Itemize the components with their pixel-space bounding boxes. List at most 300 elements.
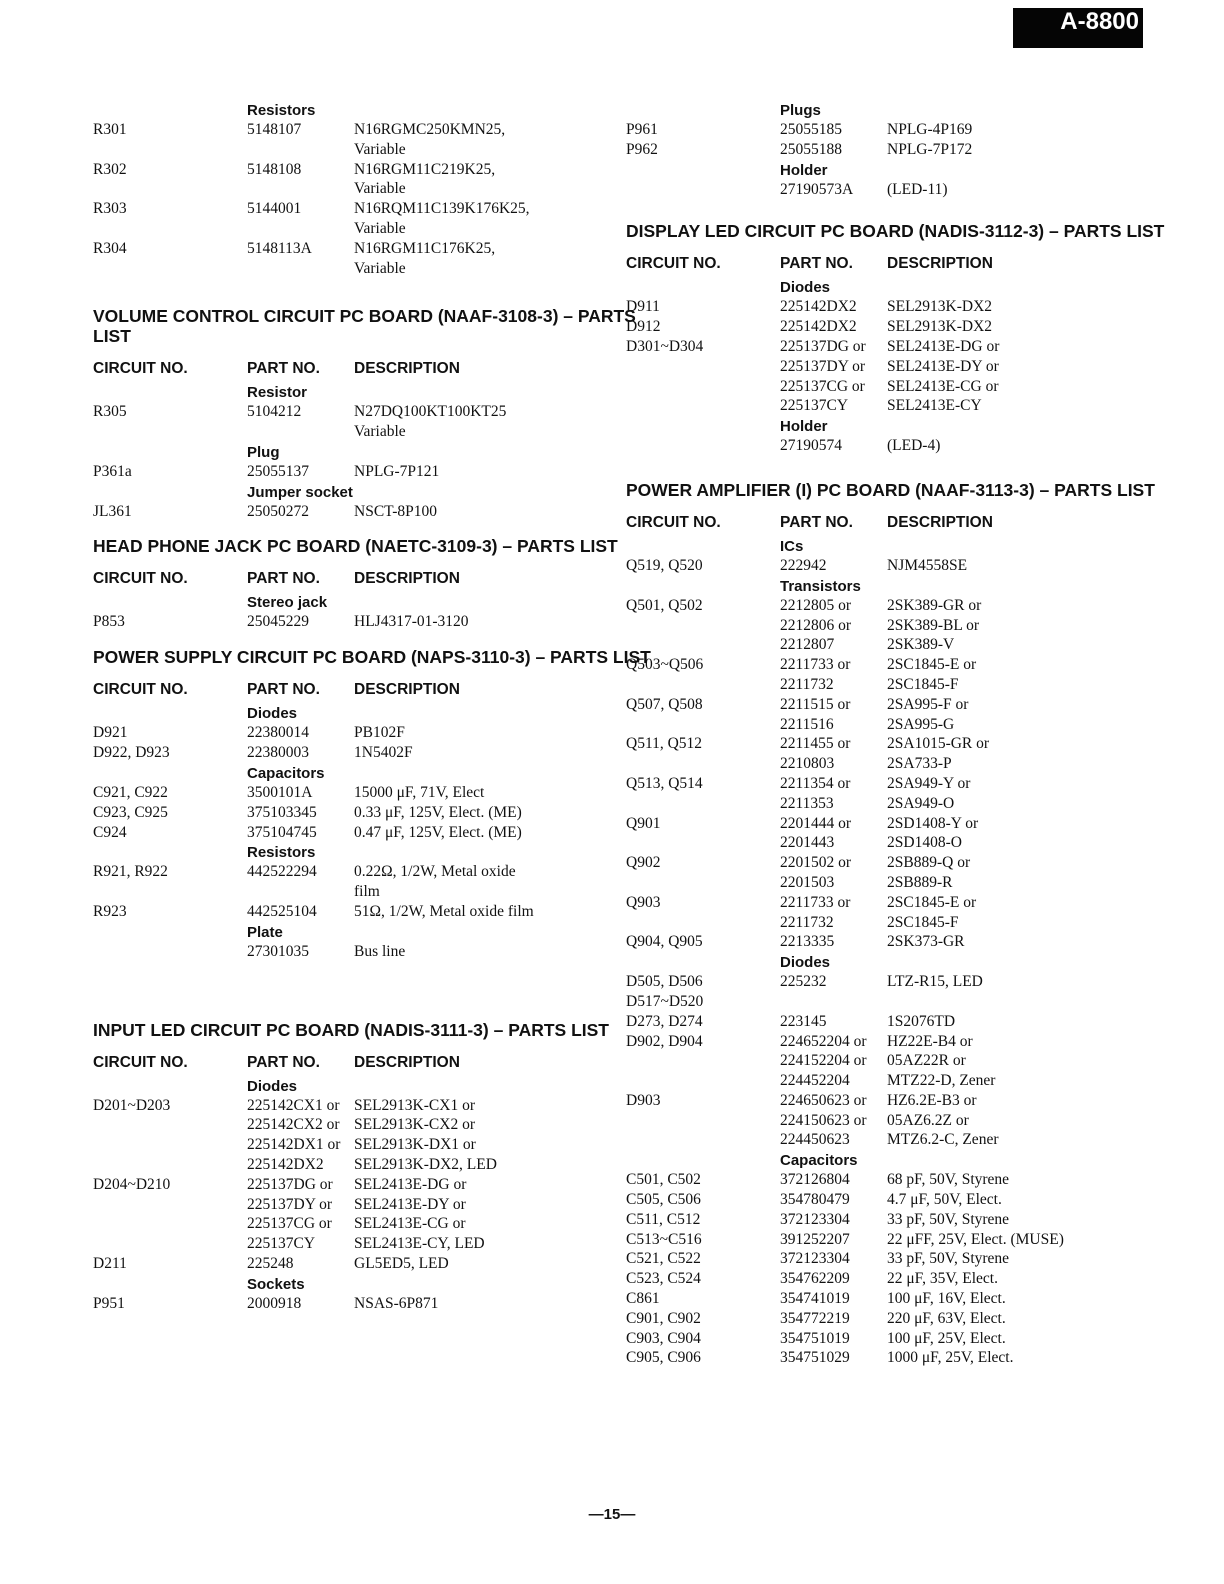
circuit-no: Q503~Q506: [626, 656, 704, 674]
part-no: 2213335: [780, 933, 835, 951]
description: GL5ED5, LED: [354, 1254, 449, 1272]
parts-row: [626, 396, 1186, 416]
parts-row: [626, 893, 1186, 913]
circuit-no: R304: [93, 239, 127, 257]
header-part-no: PART NO.: [247, 569, 320, 587]
circuit-no: [626, 1111, 780, 1131]
circuit-no: [626, 1051, 780, 1071]
part-no: 2212807: [780, 636, 835, 654]
parts-row: [93, 862, 653, 882]
part-no: 225142DX1 or: [247, 1136, 341, 1154]
parts-section: [93, 536, 653, 632]
part-no: 2211732: [780, 913, 834, 931]
group-label: ICs: [780, 537, 804, 555]
description: SEL2413E-CY: [887, 397, 982, 415]
parts-row: [626, 1130, 1186, 1150]
circuit-no: C505, C506: [626, 1191, 701, 1209]
parts-row: [626, 774, 1186, 794]
circuit-no: [626, 616, 780, 636]
parts-section: [626, 221, 1186, 456]
part-no: 225248: [247, 1254, 294, 1272]
parts-row: [93, 1115, 653, 1135]
description: SEL2413E-CG or: [887, 377, 999, 395]
part-no: 225137CY: [780, 397, 849, 415]
description: 05AZ22R or: [887, 1052, 966, 1070]
header-circuit-no: CIRCUIT NO.: [626, 513, 721, 531]
parts-row: [626, 616, 1186, 636]
circuit-no: D517~D520: [626, 992, 704, 1010]
parts-row: [93, 1214, 653, 1234]
description: SEL2413E-CG or: [354, 1215, 466, 1233]
description: 2SA949-O: [887, 794, 955, 812]
circuit-no: D902, D904: [626, 1032, 703, 1050]
circuit-no: D921: [93, 724, 128, 742]
circuit-no: [93, 140, 247, 160]
description: LTZ-R15, LED: [887, 973, 983, 991]
header-circuit-no: CIRCUIT NO.: [93, 360, 188, 378]
part-no: 354780479: [780, 1191, 850, 1209]
parts-row: [626, 932, 1186, 952]
part-no: 223145: [780, 1012, 827, 1030]
description: N16RQM11C139K176K25,: [354, 200, 530, 218]
circuit-no: [93, 1214, 247, 1234]
parts-row: [626, 655, 1186, 675]
parts-row: [626, 913, 1186, 933]
circuit-no: P853: [93, 612, 125, 630]
description: NSCT-8P100: [354, 502, 437, 520]
parts-row: [626, 1210, 1186, 1230]
parts-row: [93, 462, 653, 482]
part-no: 2211733 or: [780, 893, 851, 911]
parts-row: [93, 402, 653, 422]
part-no: 5104212: [247, 403, 302, 421]
description: 22 μFF, 25V, Elect. (MUSE): [887, 1230, 1064, 1248]
parts-row: [93, 199, 653, 219]
header-circuit-no: CIRCUIT NO.: [93, 569, 188, 587]
description: Variable: [354, 423, 406, 441]
section-title: INPUT LED CIRCUIT PC BOARD (NADIS-3111-3) – PARTS LIST: [93, 1019, 609, 1040]
description: film: [354, 883, 380, 901]
circuit-no: [626, 180, 780, 200]
group-label: Plate: [247, 923, 283, 941]
part-no: 225142DX2: [780, 298, 857, 316]
description: Variable: [354, 180, 406, 198]
circuit-no: C924: [93, 823, 127, 841]
parts-row: [626, 734, 1186, 754]
circuit-no: R303: [93, 200, 127, 218]
column-headers: [93, 681, 653, 699]
parts-row: [93, 803, 653, 823]
page-number: —15—: [588, 1506, 636, 1523]
group-label: Resistors: [247, 102, 316, 119]
description: 2SA1015-GR or: [887, 735, 990, 753]
circuit-no: [626, 794, 780, 814]
part-no: 354762209: [780, 1270, 850, 1288]
part-no: 25055137: [247, 462, 309, 480]
parts-row: [626, 1269, 1186, 1289]
parts-row: [93, 882, 653, 902]
parts-row: [626, 1032, 1186, 1052]
parts-section: [93, 1020, 653, 1314]
part-no: 2211515 or: [780, 695, 851, 713]
column-headers: [93, 360, 653, 378]
description: 100 μF, 16V, Elect.: [887, 1290, 1006, 1308]
part-no: 2211455 or: [780, 735, 851, 753]
part-no: 2212805 or: [780, 596, 852, 614]
circuit-no: [93, 942, 247, 962]
description: 2SK389-GR or: [887, 596, 982, 614]
circuit-no: C905, C906: [626, 1349, 701, 1367]
description: N16RGM11C219K25,: [354, 160, 496, 178]
description: Bus line: [354, 942, 406, 960]
description: 2SB889-R: [887, 873, 953, 891]
part-no: 5148113A: [247, 239, 312, 257]
circuit-no: D922, D923: [93, 744, 170, 762]
left-column: [93, 100, 653, 1314]
part-no: 225142CX2 or: [247, 1116, 340, 1134]
circuit-no: [626, 754, 780, 774]
group-label: Resistor: [247, 384, 308, 402]
circuit-no: D301~D304: [626, 337, 704, 355]
description: 100 μF, 25V, Elect.: [887, 1329, 1006, 1347]
parts-row: [626, 1348, 1186, 1368]
parts-row: [626, 317, 1186, 337]
group-label: Jumper socket: [247, 483, 353, 501]
parts-row: [626, 992, 1186, 1012]
parts-row: [626, 873, 1186, 893]
circuit-no: D911: [626, 298, 660, 316]
description: 2SA995-G: [887, 715, 955, 733]
section-title: VOLUME CONTROL CIRCUIT PC BOARD (NAAF-3108-3) – PARTS LIST: [93, 306, 636, 347]
part-no: 22380003: [247, 744, 309, 762]
circuit-no: [626, 635, 780, 655]
circuit-no: C501, C502: [626, 1171, 701, 1189]
part-no: 225137CY: [247, 1235, 316, 1253]
description: 2SC1845-E or: [887, 893, 977, 911]
parts-row: [93, 219, 653, 239]
group-label: Diodes: [247, 1077, 298, 1095]
group-label: Transistors: [780, 577, 861, 595]
description: SEL2913K-DX2: [887, 318, 993, 336]
parts-row: [93, 140, 653, 160]
group-label: Plug: [247, 443, 280, 461]
parts-row: [626, 1170, 1186, 1190]
description: 2SK373-GR: [887, 933, 965, 951]
group-label: Diodes: [780, 954, 831, 972]
description: 2SA995-F or: [887, 695, 969, 713]
parts-row: [626, 853, 1186, 873]
header-part-no: PART NO.: [780, 255, 853, 273]
part-no: 225137DG or: [780, 337, 866, 355]
circuit-no: R301: [93, 121, 127, 138]
parts-row: [626, 377, 1186, 397]
part-no: [247, 259, 354, 279]
description: 2SC1845-F: [887, 675, 959, 693]
right-column: [626, 100, 1186, 1368]
part-no: 372126804: [780, 1171, 850, 1189]
circuit-no: [626, 833, 780, 853]
circuit-no: [626, 377, 780, 397]
part-no: [247, 422, 354, 442]
parts-section: [626, 102, 1186, 199]
description: N27DQ100KT100KT25: [354, 403, 507, 421]
header-description: DESCRIPTION: [354, 1053, 460, 1071]
header-description: DESCRIPTION: [887, 513, 993, 531]
part-no: 27301035: [247, 942, 309, 960]
circuit-no: D273, D274: [626, 1012, 703, 1030]
group-label: Sockets: [247, 1275, 305, 1293]
circuit-no: D505, D506: [626, 973, 703, 991]
part-no: 225142DX2: [780, 318, 857, 336]
circuit-no: P951: [93, 1294, 125, 1312]
part-no: 442522294: [247, 863, 317, 881]
circuit-no: [626, 873, 780, 893]
part-no: 354772219: [780, 1309, 850, 1327]
part-no: 25045229: [247, 612, 309, 630]
circuit-no: C513~C516: [626, 1230, 702, 1248]
parts-row: [93, 1155, 653, 1175]
part-no: [247, 179, 354, 199]
parts-row: [93, 259, 653, 279]
parts-row: [93, 120, 653, 140]
parts-row: [626, 833, 1186, 853]
parts-section: [93, 102, 653, 278]
parts-row: [93, 1135, 653, 1155]
circuit-no: D204~D210: [93, 1175, 171, 1193]
circuit-no: Q519, Q520: [626, 556, 703, 574]
description: N16RGM11C176K25,: [354, 239, 496, 257]
part-no: 224152204 or: [780, 1052, 867, 1070]
circuit-no: R923: [93, 902, 127, 920]
parts-row: [93, 902, 653, 922]
description: SEL2413E-DG or: [887, 337, 1000, 355]
description: NPLG-4P169: [887, 121, 973, 138]
circuit-no: D912: [626, 318, 661, 336]
circuit-no: R305: [93, 403, 127, 421]
parts-row: [626, 1289, 1186, 1309]
parts-row: [626, 1329, 1186, 1349]
part-no: 25050272: [247, 502, 309, 520]
parts-row: [626, 1071, 1186, 1091]
part-no: 3500101A: [247, 783, 313, 801]
parts-row: [626, 794, 1186, 814]
parts-row: [626, 814, 1186, 834]
part-no: 225142CX1 or: [247, 1096, 340, 1114]
circuit-no: R921, R922: [93, 863, 168, 881]
parts-row: [93, 723, 653, 743]
circuit-no: [626, 1130, 780, 1150]
description: NJM4558SE: [887, 556, 968, 574]
part-no: 27190574: [780, 437, 842, 455]
circuit-no: [93, 219, 247, 239]
description: 2SC1845-F: [887, 913, 959, 931]
description: N16RGMC250KMN25,: [354, 121, 506, 138]
part-no: 354751019: [780, 1329, 850, 1347]
part-no: 442525104: [247, 902, 317, 920]
circuit-no: C921, C922: [93, 783, 168, 801]
circuit-no: [93, 1234, 247, 1254]
circuit-no: C923, C925: [93, 803, 168, 821]
description: 0.47 μF, 125V, Elect. (ME): [354, 823, 522, 841]
group-label: Plugs: [780, 102, 821, 119]
model-badge: A-8800: [1013, 8, 1143, 48]
part-no: 2201444 or: [780, 814, 852, 832]
parts-row: [93, 1096, 653, 1116]
circuit-no: Q901: [626, 814, 661, 832]
parts-row: [626, 1190, 1186, 1210]
part-no: 5148108: [247, 160, 302, 178]
column-headers: [626, 514, 1186, 532]
description: SEL2913K-DX2, LED: [354, 1155, 497, 1173]
part-no: 225232: [780, 973, 827, 991]
circuit-no: [93, 882, 247, 902]
circuit-no: Q513, Q514: [626, 774, 703, 792]
part-no: [247, 882, 354, 902]
circuit-no: Q903: [626, 893, 661, 911]
header-description: DESCRIPTION: [354, 569, 460, 587]
description: 2SD1408-Y or: [887, 814, 979, 832]
description: 0.22Ω, 1/2W, Metal oxide: [354, 863, 516, 881]
parts-row: [626, 180, 1186, 200]
circuit-no: [626, 913, 780, 933]
parts-row: [626, 635, 1186, 655]
description: 1000 μF, 25V, Elect.: [887, 1349, 1014, 1367]
description: 05AZ6.2Z or: [887, 1111, 969, 1129]
circuit-no: [626, 436, 780, 456]
header-part-no: PART NO.: [247, 360, 320, 378]
parts-row: [93, 1294, 653, 1314]
circuit-no: D211: [93, 1254, 127, 1272]
parts-row: [93, 1175, 653, 1195]
header-circuit-no: CIRCUIT NO.: [93, 681, 188, 699]
part-no: 2211516: [780, 715, 834, 733]
parts-row: [626, 695, 1186, 715]
description: NPLG-7P172: [887, 140, 973, 158]
parts-row: [93, 823, 653, 843]
description: 68 pF, 50V, Styrene: [887, 1171, 1010, 1189]
header-description: DESCRIPTION: [354, 681, 460, 699]
part-no: 2211732: [780, 675, 834, 693]
part-no: 5144001: [247, 200, 302, 218]
part-no: 224452204: [780, 1072, 850, 1090]
parts-row: [626, 715, 1186, 735]
circuit-no: C901, C902: [626, 1309, 701, 1327]
section-title: POWER AMPLIFIER (I) PC BOARD (NAAF-3113-3) – PARTS LIST: [626, 479, 1155, 500]
description: Variable: [354, 219, 406, 237]
description: 2SA733-P: [887, 755, 952, 773]
description: 22 μF, 35V, Elect.: [887, 1270, 998, 1288]
description: MTZ22-D, Zener: [887, 1072, 996, 1090]
part-no: 2201443: [780, 834, 835, 852]
description: 220 μF, 63V, Elect.: [887, 1309, 1006, 1327]
part-no: 25055185: [780, 121, 842, 138]
parts-section: [626, 480, 1186, 1368]
circuit-no: Q501, Q502: [626, 596, 703, 614]
parts-row: [93, 743, 653, 763]
part-no: 5148107: [247, 121, 302, 138]
header-circuit-no: CIRCUIT NO.: [626, 255, 721, 273]
circuit-no: P961: [626, 121, 658, 138]
description: SEL2413E-DG or: [354, 1175, 467, 1193]
description: 2SB889-Q or: [887, 854, 971, 872]
description: PB102F: [354, 724, 405, 742]
description: (LED-4): [887, 437, 941, 455]
circuit-no: Q902: [626, 854, 661, 872]
parts-row: [93, 502, 653, 522]
description: SEL2913K-CX2 or: [354, 1116, 475, 1134]
circuit-no: JL361: [93, 502, 132, 520]
part-no: 224150623 or: [780, 1111, 867, 1129]
part-no: 27190573A: [780, 180, 854, 198]
parts-row: [626, 140, 1186, 160]
header-part-no: PART NO.: [247, 1053, 320, 1071]
description: 2SD1408-O: [887, 834, 962, 852]
parts-row: [626, 972, 1186, 992]
description: HZ6.2E-B3 or: [887, 1091, 977, 1109]
parts-row: [93, 612, 653, 632]
part-no: 222942: [780, 556, 827, 574]
description: NPLG-7P121: [354, 462, 440, 480]
part-no: 2211354 or: [780, 774, 851, 792]
circuit-no: C861: [626, 1290, 660, 1308]
part-no: [247, 140, 354, 160]
parts-row: [93, 1195, 653, 1215]
part-no: 2210803: [780, 755, 835, 773]
part-no: [780, 992, 887, 1012]
group-label: Holder: [780, 418, 828, 436]
circuit-no: [626, 357, 780, 377]
parts-row: [626, 675, 1186, 695]
circuit-no: C511, C512: [626, 1210, 701, 1228]
circuit-no: Q507, Q508: [626, 695, 703, 713]
section-title: DISPLAY LED CIRCUIT PC BOARD (NADIS-3112-3) – PARTS LIST: [626, 221, 1165, 242]
part-no: 2211733 or: [780, 656, 851, 674]
description: 51Ω, 1/2W, Metal oxide film: [354, 902, 534, 920]
group-label: Holder: [780, 161, 828, 179]
part-no: 2201502 or: [780, 854, 852, 872]
part-no: 224650623 or: [780, 1091, 867, 1109]
circuit-no: [93, 1115, 247, 1135]
part-no: 22380014: [247, 724, 309, 742]
circuit-no: P962: [626, 140, 658, 158]
parts-row: [93, 1234, 653, 1254]
header-part-no: PART NO.: [780, 513, 853, 531]
section-title: POWER SUPPLY CIRCUIT PC BOARD (NAPS-3110-3) – PARTS LIST: [93, 647, 651, 668]
part-no: 224652204 or: [780, 1032, 867, 1050]
description: SEL2913K-DX1 or: [354, 1136, 476, 1154]
description: HLJ4317-01-3120: [354, 612, 469, 630]
parts-row: [626, 436, 1186, 456]
parts-section: [93, 306, 653, 521]
parts-row: [626, 1309, 1186, 1329]
part-no: [247, 219, 354, 239]
parts-row: [626, 1051, 1186, 1071]
description: SEL2413E-DY or: [887, 357, 999, 375]
description: 2SA949-Y or: [887, 774, 971, 792]
part-no: 372123304: [780, 1210, 850, 1228]
description: SEL2913K-DX2: [887, 298, 993, 316]
description: 2SC1845-E or: [887, 656, 977, 674]
parts-row: [626, 357, 1186, 377]
parts-row: [626, 337, 1186, 357]
description: 33 pF, 50V, Styrene: [887, 1250, 1010, 1268]
circuit-no: R302: [93, 160, 127, 178]
circuit-no: Q904, Q905: [626, 933, 703, 951]
part-no: 225142DX2: [247, 1155, 324, 1173]
column-headers: [626, 255, 1186, 273]
description: 2SK389-BL or: [887, 616, 979, 634]
description: NSAS-6P871: [354, 1294, 439, 1312]
